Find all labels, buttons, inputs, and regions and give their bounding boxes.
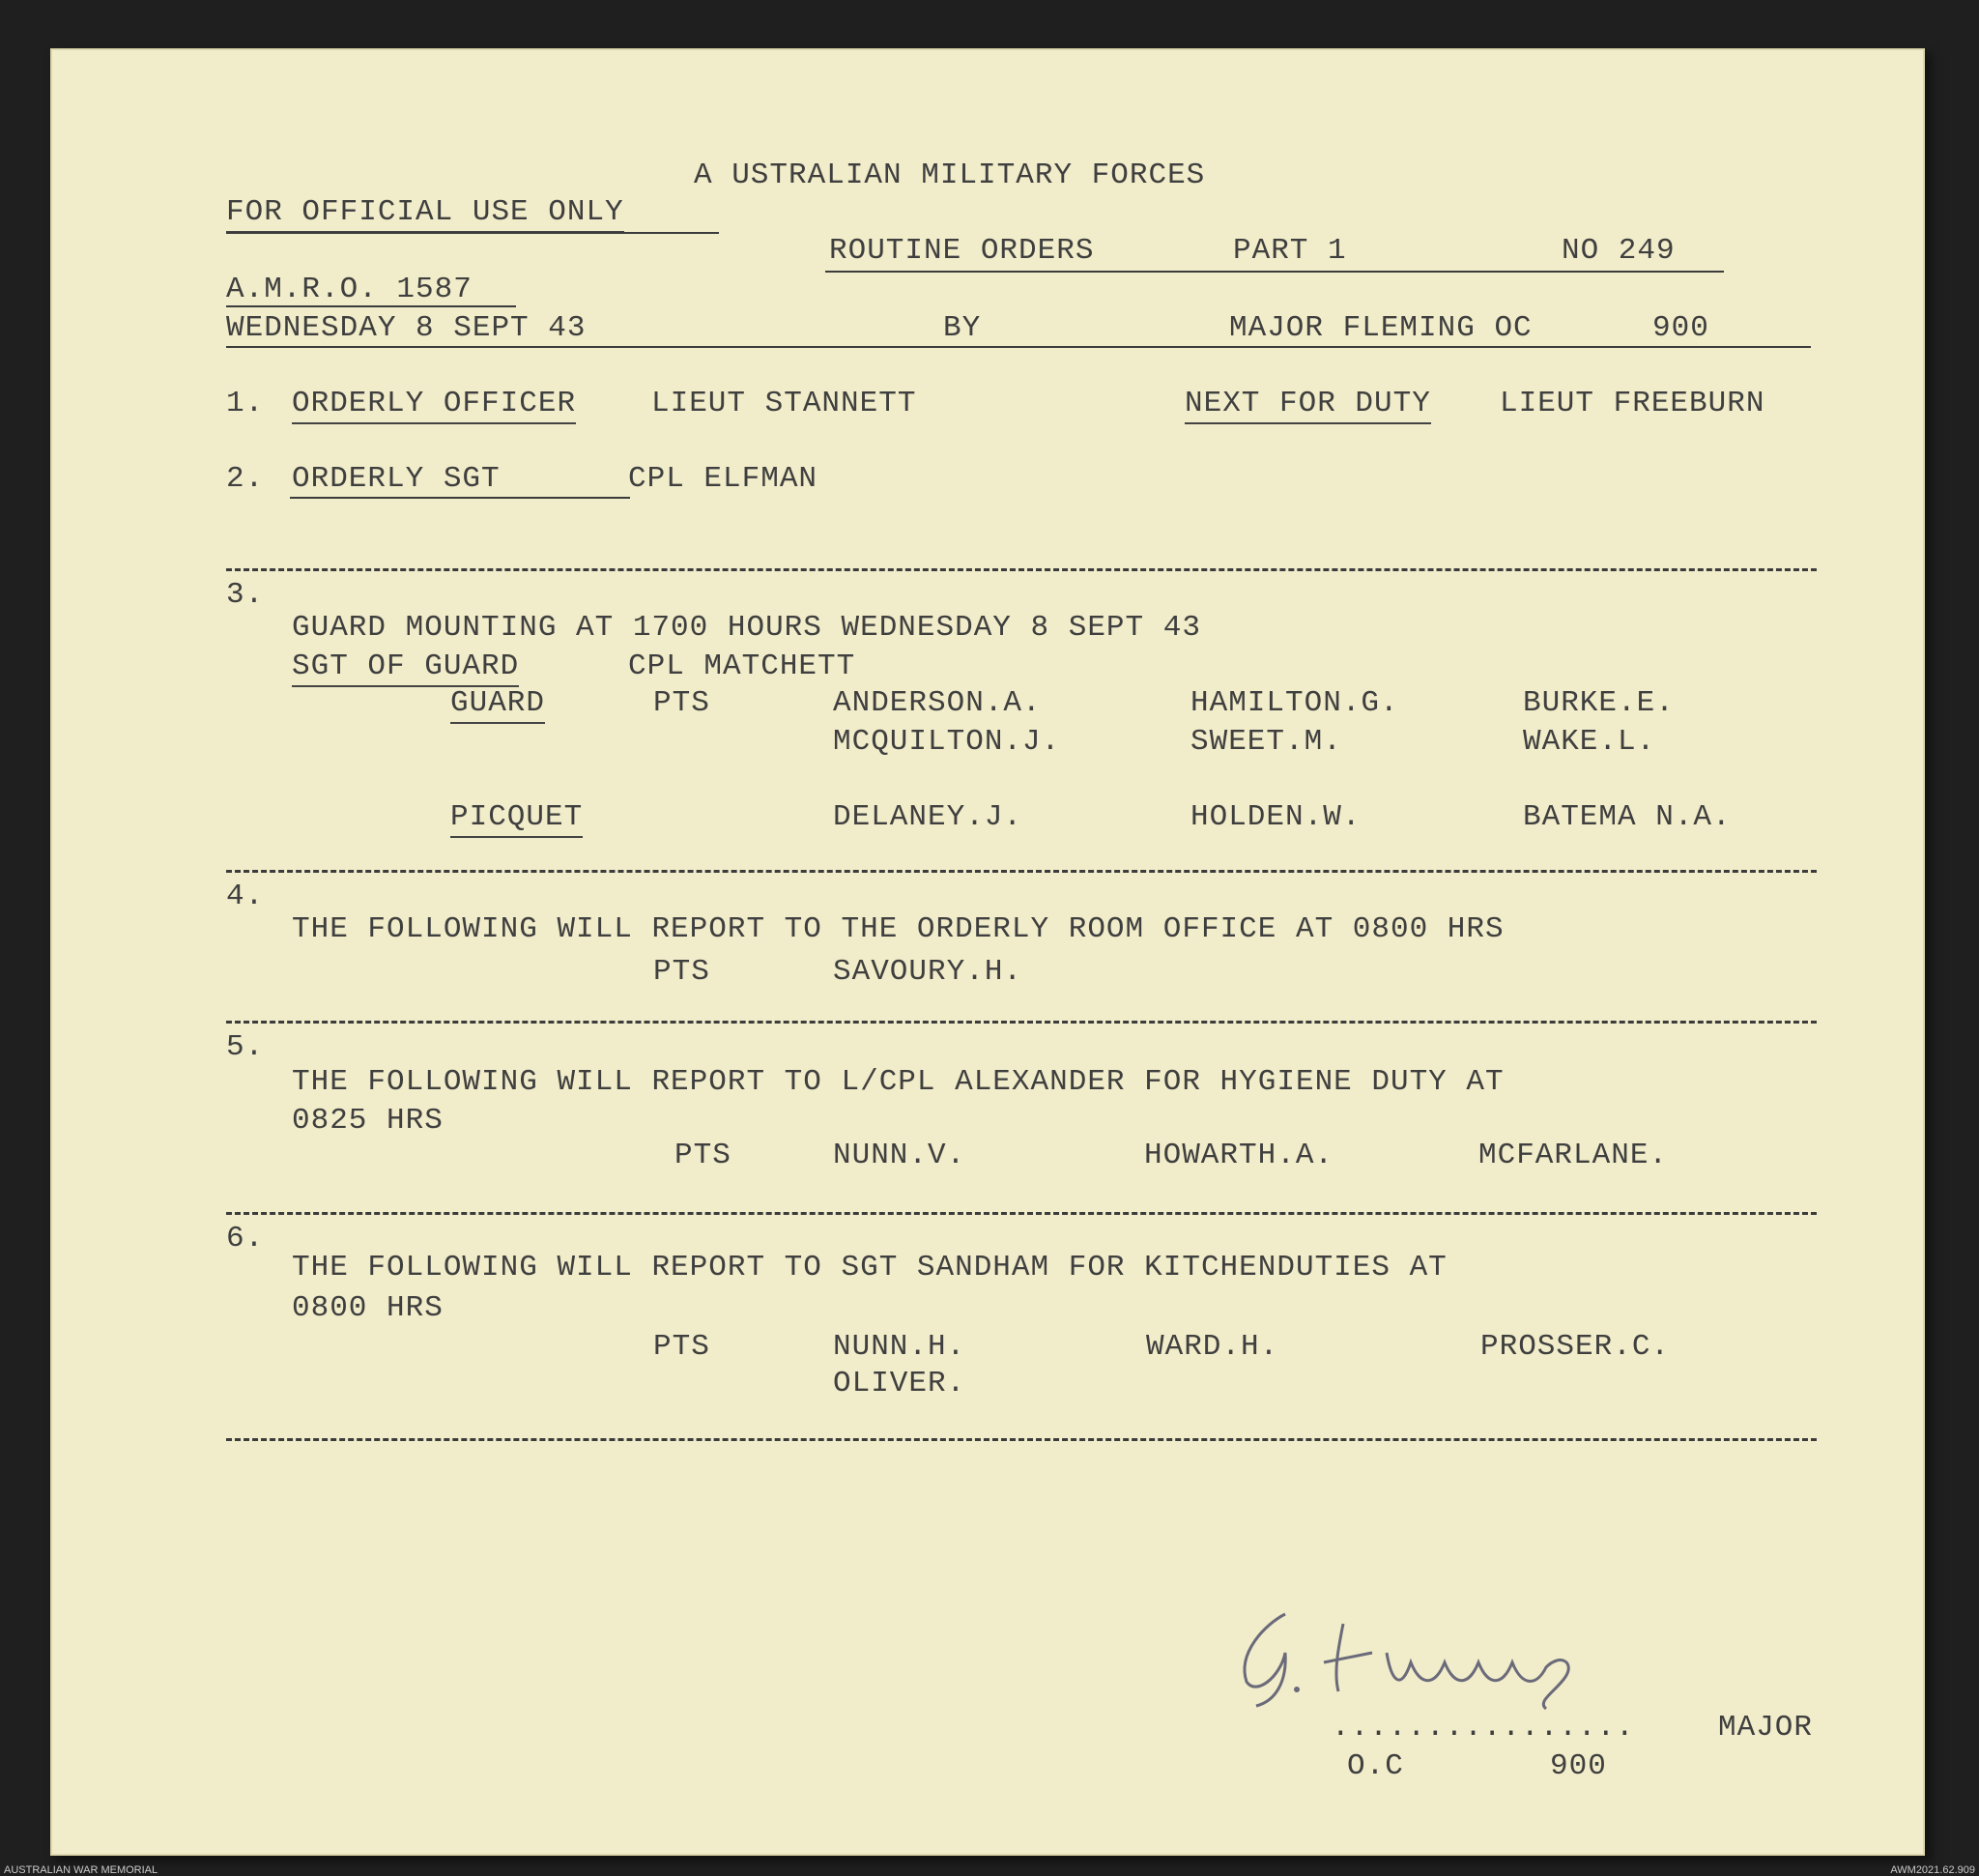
divider-3	[226, 1021, 1817, 1024]
item-5-number: 5.	[226, 1030, 265, 1064]
signature-unit: 900	[1550, 1749, 1607, 1783]
divider-4	[226, 1212, 1817, 1215]
next-for-duty-value: LIEUT FREEBURN	[1500, 387, 1765, 420]
picquet-name: HOLDEN.W.	[1190, 800, 1362, 834]
orders-underline	[825, 271, 1724, 273]
item-6-number: 6.	[226, 1222, 265, 1255]
item-6-name: PROSSER.C.	[1480, 1330, 1671, 1364]
item-5-name: NUNN.V.	[833, 1139, 966, 1172]
item-5-pts: PTS	[674, 1139, 731, 1172]
item-3-number: 3.	[226, 578, 265, 612]
header-rule	[226, 346, 1811, 348]
sgt-of-guard-value: CPL MATCHETT	[628, 649, 856, 683]
divider-2	[226, 870, 1817, 873]
guard-name: MCQUILTON.J.	[833, 725, 1061, 759]
guard-name: ANDERSON.A.	[833, 686, 1042, 720]
item-6-pts: PTS	[653, 1330, 710, 1364]
item-4-number: 4.	[226, 880, 265, 913]
divider-5	[226, 1438, 1817, 1441]
item-5-time: 0825 HRS	[292, 1104, 444, 1138]
guard-name: WAKE.L.	[1523, 725, 1656, 759]
by-label: BY	[943, 311, 982, 345]
order-date: WEDNESDAY 8 SEPT 43	[226, 311, 587, 345]
item-6-name: OLIVER.	[833, 1367, 966, 1400]
amro-underline	[226, 305, 516, 307]
item-4-name: SAVOURY.H.	[833, 955, 1023, 989]
issuer: MAJOR FLEMING OC	[1229, 311, 1533, 345]
footer-accession: AWM2021.62.909	[1890, 1864, 1975, 1876]
guard-name: HAMILTON.G.	[1190, 686, 1399, 720]
handwritten-signature	[1227, 1595, 1730, 1711]
signature-oc: O.C	[1347, 1749, 1404, 1783]
item-5-name: MCFARLANE.	[1478, 1139, 1669, 1172]
routine-orders-label: ROUTINE ORDERS	[829, 234, 1095, 268]
item-2-number: 2.	[226, 462, 265, 496]
unit-number: 900	[1652, 311, 1709, 345]
guard-name: SWEET.M.	[1190, 725, 1342, 759]
restriction-label: FOR OFFICIAL USE ONLY	[226, 197, 624, 227]
guard-mounting-line: GUARD MOUNTING AT 1700 HOURS WEDNESDAY 8 SEPT 43	[292, 611, 1201, 645]
picquet-label: PICQUET	[450, 802, 583, 832]
picquet-name: DELANEY.J.	[833, 800, 1023, 834]
orderly-officer-label: ORDERLY OFFICER	[292, 389, 576, 418]
document-title: A USTRALIAN MILITARY FORCES	[694, 159, 1206, 192]
item-4-pts: PTS	[653, 955, 710, 989]
item-1-number: 1.	[226, 387, 265, 420]
item-6-time: 0800 HRS	[292, 1291, 444, 1325]
item-6-name: WARD.H.	[1146, 1330, 1279, 1364]
restriction-underline	[226, 232, 719, 234]
guard-label: GUARD	[450, 688, 545, 718]
sgt-of-guard-label: SGT OF GUARD	[292, 651, 519, 681]
guard-pts: PTS	[653, 686, 710, 720]
divider-1	[226, 568, 1817, 571]
orderly-sgt-value: CPL ELFMAN	[628, 462, 818, 496]
item-6-text: THE FOLLOWING WILL REPORT TO SGT SANDHAM FOR KITCHENDUTIES AT	[292, 1251, 1448, 1284]
item-5-name: HOWARTH.A.	[1144, 1139, 1334, 1172]
item-6-name: NUNN.H.	[833, 1330, 966, 1364]
picquet-name: BATEMA N.A.	[1523, 800, 1732, 834]
signature-dots: ................	[1332, 1711, 1635, 1745]
amro-reference: A.M.R.O. 1587	[226, 273, 473, 306]
signature-rank: MAJOR	[1718, 1711, 1814, 1745]
part-label: PART 1	[1233, 234, 1347, 268]
guard-name: BURKE.E.	[1523, 686, 1675, 720]
next-for-duty-label: NEXT FOR DUTY	[1185, 389, 1431, 418]
orderly-sgt-underline	[290, 497, 630, 499]
orderly-officer-value: LIEUT STANNETT	[651, 387, 917, 420]
order-number: NO 249	[1562, 234, 1676, 268]
item-5-text: THE FOLLOWING WILL REPORT TO L/CPL ALEXANDER FOR HYGIENE DUTY AT	[292, 1065, 1505, 1099]
item-4-text: THE FOLLOWING WILL REPORT TO THE ORDERLY ROOM OFFICE AT 0800 HRS	[292, 912, 1505, 946]
footer-archive: AUSTRALIAN WAR MEMORIAL	[4, 1864, 158, 1876]
orderly-sgt-label: ORDERLY SGT	[292, 462, 501, 496]
